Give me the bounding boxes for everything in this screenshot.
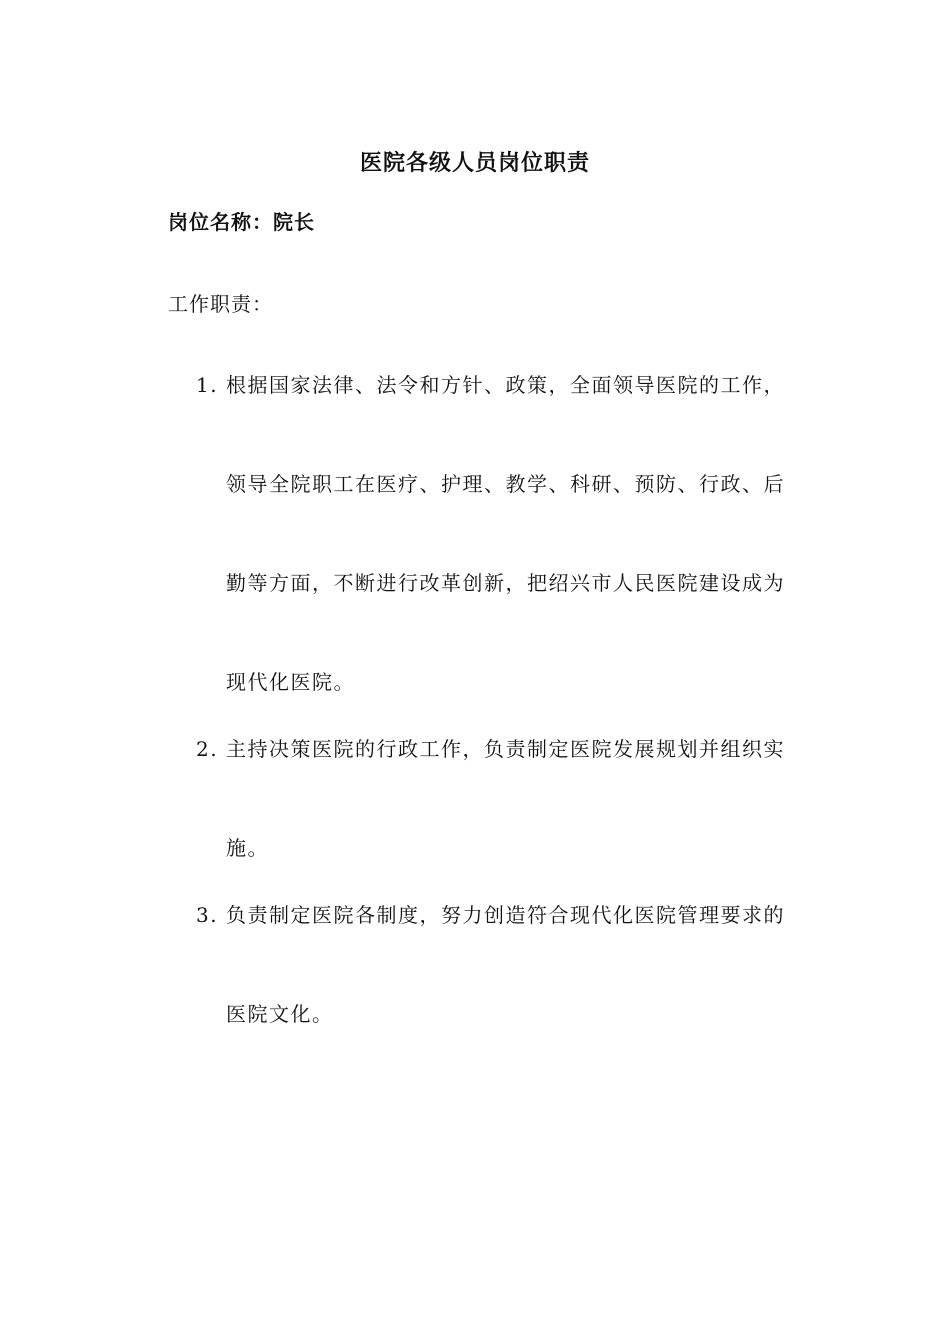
duty-text: 根据国家法律、法令和方针、政策，全面领导医院的工作，领导全院职工在医疗、护理、教学、科研、预防、行政、后勤等方面，不断进行改革创新，把绍兴市人民医院建设成为现代化医院。 — [226, 373, 785, 694]
duty-number: 2. — [196, 737, 219, 761]
duty-list — [196, 368, 796, 1064]
position-name: 岗位名称：院长 — [168, 210, 315, 234]
duty-number: 1. — [196, 373, 219, 397]
duty-text: 主持决策医院的行政工作，负责制定医院发展规划并组织实施。 — [226, 737, 785, 860]
duty-text: 负责制定医院各制度，努力创造符合现代化医院管理要求的医院文化。 — [226, 903, 785, 1026]
duty-item — [196, 866, 796, 1064]
duty-item — [196, 336, 796, 732]
duties-heading: 工作职责： — [168, 292, 273, 316]
duty-number: 3. — [196, 903, 219, 927]
page-title: 医院各级人员岗位职责 — [359, 151, 590, 176]
